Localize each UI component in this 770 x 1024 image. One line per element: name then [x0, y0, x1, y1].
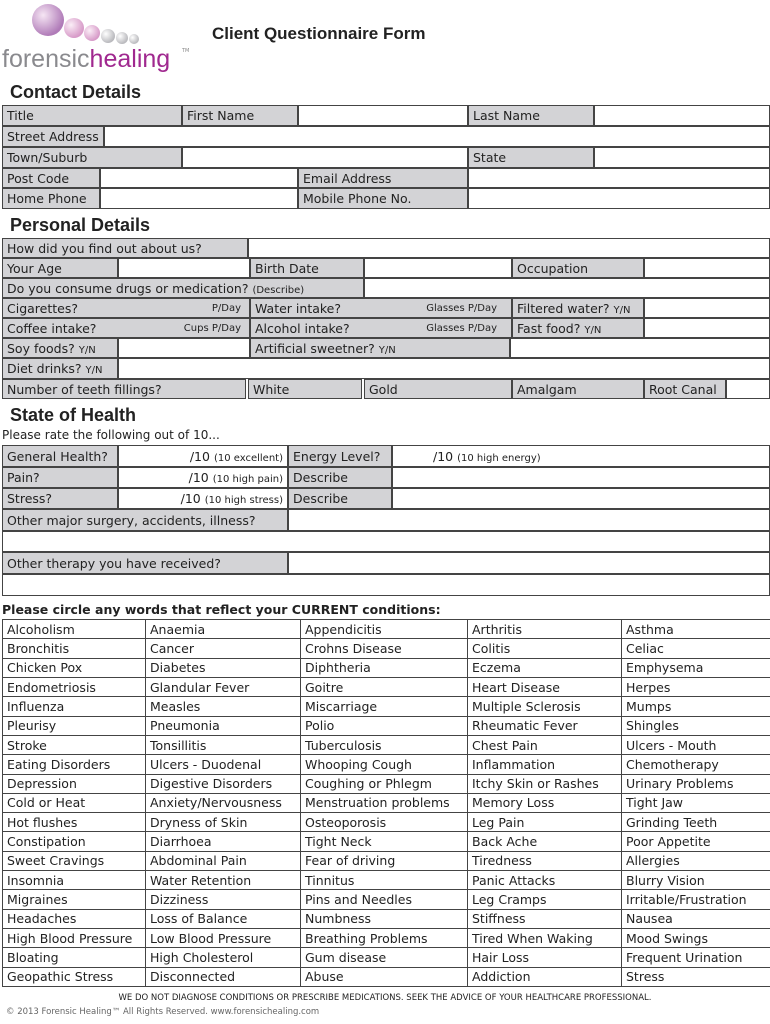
- condition-option[interactable]: Measles: [146, 697, 301, 716]
- conditions-row: [3, 871, 770, 890]
- condition-option[interactable]: Colitis: [468, 639, 622, 658]
- condition-option[interactable]: Irritable/Frustration: [622, 890, 770, 909]
- conditions-row: [3, 735, 770, 754]
- condition-option[interactable]: Headaches: [3, 909, 146, 928]
- condition-option[interactable]: Pneumonia: [146, 716, 301, 735]
- root-canal-label: Root Canal: [644, 379, 726, 399]
- condition-option[interactable]: Loss of Balance: [146, 909, 301, 928]
- conditions-row: [3, 967, 770, 986]
- condition-option[interactable]: Cold or Heat: [3, 793, 146, 812]
- teeth-fillings-label: Number of teeth fillings?: [2, 379, 246, 399]
- condition-option[interactable]: Coughing or Phlegm: [301, 774, 468, 793]
- personal-details-heading: Personal Details: [10, 215, 151, 235]
- conditions-row: [3, 813, 770, 832]
- contact-details-heading: Contact Details: [10, 82, 142, 102]
- root-canal-input[interactable]: [726, 379, 770, 399]
- therapy-label: Other therapy you have received?: [2, 552, 288, 574]
- condition-option[interactable]: Anaemia: [146, 620, 301, 639]
- condition-option[interactable]: Osteoporosis: [301, 813, 468, 832]
- condition-option[interactable]: Stress: [622, 967, 770, 986]
- logo-tm: TM: [182, 48, 190, 54]
- conditions-row: [3, 755, 770, 774]
- street-address-input[interactable]: [104, 126, 770, 147]
- email-address-label: Email Address: [298, 168, 468, 188]
- filtered-water-label: Filtered water? Y/N: [512, 298, 644, 318]
- conditions-heading: Please circle any words that reflect your CURRENT conditions:: [2, 602, 441, 617]
- pain-describe-label: Describe: [288, 467, 392, 488]
- last-name-input[interactable]: [594, 105, 770, 126]
- white-fillings-label: White: [248, 379, 362, 399]
- therapy-input-continued[interactable]: [2, 574, 770, 596]
- condition-option[interactable]: Disconnected: [146, 967, 301, 986]
- condition-option[interactable]: Back Ache: [468, 832, 622, 851]
- condition-option[interactable]: Polio: [301, 716, 468, 735]
- condition-option[interactable]: Anxiety/Nervousness: [146, 793, 301, 812]
- post-code-label: Post Code: [2, 168, 100, 188]
- condition-option[interactable]: High Blood Pressure: [3, 929, 146, 948]
- condition-option[interactable]: Addiction: [468, 967, 622, 986]
- condition-option[interactable]: Fear of driving: [301, 851, 468, 870]
- therapy-input[interactable]: [288, 552, 770, 574]
- general-health-score[interactable]: /10 (10 excellent): [118, 445, 288, 467]
- street-address-label: Street Address: [2, 126, 104, 147]
- stress-describe-label: Describe: [288, 488, 392, 509]
- condition-option[interactable]: Sweet Cravings: [3, 851, 146, 870]
- condition-option[interactable]: Cancer: [146, 639, 301, 658]
- conditions-row: [3, 793, 770, 812]
- drugs-input[interactable]: [364, 278, 770, 298]
- condition-option[interactable]: Celiac: [622, 639, 770, 658]
- diet-drinks-label: Diet drinks? Y/N: [2, 358, 118, 379]
- logo-text-forensic: forensic: [2, 45, 90, 73]
- condition-option[interactable]: Dryness of Skin: [146, 813, 301, 832]
- condition-option[interactable]: Diarrhoea: [146, 832, 301, 851]
- condition-option[interactable]: Dizziness: [146, 890, 301, 909]
- condition-option[interactable]: Nausea: [622, 909, 770, 928]
- cigarettes-label: Cigarettes? P/Day: [2, 298, 250, 318]
- condition-option[interactable]: Heart Disease: [468, 677, 622, 696]
- condition-option[interactable]: Bronchitis: [3, 639, 146, 658]
- conditions-row: [3, 716, 770, 735]
- condition-option[interactable]: Geopathic Stress: [3, 967, 146, 986]
- condition-option[interactable]: Tired When Waking: [468, 929, 622, 948]
- condition-option[interactable]: Appendicitis: [301, 620, 468, 639]
- condition-option[interactable]: Tuberculosis: [301, 735, 468, 754]
- condition-option[interactable]: Stroke: [3, 735, 146, 754]
- condition-option[interactable]: Depression: [3, 774, 146, 793]
- logo-text-healing: healing: [89, 45, 171, 73]
- surgery-input[interactable]: [288, 509, 770, 531]
- forensic-healing-logo: [0, 0, 195, 78]
- condition-option[interactable]: Alcoholism: [3, 620, 146, 639]
- stress-score[interactable]: /10 (10 high stress): [118, 488, 288, 509]
- conditions-row: [3, 890, 770, 909]
- copyright: © 2013 Forensic Healing™ All Rights Reserved. www.forensichealing.com: [6, 1007, 320, 1017]
- energy-level-label: Energy Level?: [288, 445, 392, 467]
- condition-option[interactable]: Digestive Disorders: [146, 774, 301, 793]
- filtered-water-input[interactable]: [644, 298, 770, 318]
- condition-option[interactable]: Low Blood Pressure: [146, 929, 301, 948]
- conditions-row: [3, 658, 770, 677]
- condition-option[interactable]: Influenza: [3, 697, 146, 716]
- condition-option[interactable]: Endometriosis: [3, 677, 146, 696]
- state-label: State: [468, 147, 594, 168]
- condition-option[interactable]: Mumps: [622, 697, 770, 716]
- mobile-phone-input[interactable]: [468, 188, 770, 209]
- drugs-label: Do you consume drugs or medication? (Describe): [2, 278, 364, 298]
- condition-option[interactable]: Allergies: [622, 851, 770, 870]
- condition-option[interactable]: Multiple Sclerosis: [468, 697, 622, 716]
- conditions-row: [3, 639, 770, 658]
- condition-option[interactable]: Water Retention: [146, 871, 301, 890]
- condition-option[interactable]: Eczema: [468, 658, 622, 677]
- mobile-phone-label: Mobile Phone No.: [298, 188, 468, 209]
- state-input[interactable]: [594, 147, 770, 168]
- condition-option[interactable]: Mood Swings: [622, 929, 770, 948]
- condition-option[interactable]: Memory Loss: [468, 793, 622, 812]
- age-input[interactable]: [118, 258, 250, 278]
- birth-date-input[interactable]: [364, 258, 512, 278]
- condition-option[interactable]: Chest Pain: [468, 735, 622, 754]
- state-of-health-heading: State of Health: [10, 405, 137, 425]
- age-label: Your Age: [2, 258, 118, 278]
- artificial-sweetner-label: Artificial sweetner? Y/N: [250, 338, 510, 358]
- condition-option[interactable]: Gum disease: [301, 948, 468, 967]
- condition-option[interactable]: Abuse: [301, 967, 468, 986]
- condition-option[interactable]: Leg Cramps: [468, 890, 622, 909]
- condition-option[interactable]: High Cholesterol: [146, 948, 301, 967]
- gold-fillings-label: Gold: [364, 379, 512, 399]
- first-name-input[interactable]: [298, 105, 468, 126]
- condition-option[interactable]: Arthritis: [468, 620, 622, 639]
- alcohol-intake-label: Alcohol intake? Glasses P/Day: [250, 318, 512, 338]
- condition-option[interactable]: Grinding Teeth: [622, 813, 770, 832]
- town-suburb-label: Town/Suburb: [2, 147, 182, 168]
- condition-option[interactable]: Panic Attacks: [468, 871, 622, 890]
- condition-option[interactable]: Stiffness: [468, 909, 622, 928]
- fast-food-label: Fast food? Y/N: [512, 318, 644, 338]
- form-title: Client Questionnaire Form: [212, 24, 426, 43]
- disclaimer: WE DO NOT DIAGNOSE CONDITIONS OR PRESCRIBE MEDICATIONS. SEEK THE ADVICE OF YOUR HEALTHCARE PROFESSIONAL.: [118, 993, 652, 1003]
- condition-option[interactable]: Menstruation problems: [301, 793, 468, 812]
- condition-option[interactable]: Frequent Urination: [622, 948, 770, 967]
- last-name-label: Last Name: [468, 105, 594, 126]
- condition-option[interactable]: Tonsillitis: [146, 735, 301, 754]
- soy-foods-label: Soy foods? Y/N: [2, 338, 118, 358]
- home-phone-label: Home Phone: [2, 188, 100, 209]
- stress-label: Stress?: [2, 488, 118, 509]
- birth-date-label: Birth Date: [250, 258, 364, 278]
- condition-option[interactable]: Tiredness: [468, 851, 622, 870]
- rate-prompt: Please rate the following out of 10...: [2, 428, 220, 442]
- stress-describe-input[interactable]: [392, 488, 770, 509]
- condition-option[interactable]: Migraines: [3, 890, 146, 909]
- condition-option[interactable]: Pins and Needles: [301, 890, 468, 909]
- condition-option[interactable]: Pleurisy: [3, 716, 146, 735]
- email-address-input[interactable]: [468, 168, 770, 188]
- conditions-row: [3, 697, 770, 716]
- condition-option[interactable]: Leg Pain: [468, 813, 622, 832]
- condition-option[interactable]: Bloating: [3, 948, 146, 967]
- condition-option[interactable]: Poor Appetite: [622, 832, 770, 851]
- condition-option[interactable]: Hair Loss: [468, 948, 622, 967]
- title-label: Title: [2, 105, 182, 126]
- water-intake-label: Water intake? Glasses P/Day: [250, 298, 512, 318]
- condition-option[interactable]: Constipation: [3, 832, 146, 851]
- condition-option[interactable]: Numbness: [301, 909, 468, 928]
- condition-option[interactable]: Tinnitus: [301, 871, 468, 890]
- pain-label: Pain?: [2, 467, 118, 488]
- surgery-input-continued[interactable]: [2, 531, 770, 552]
- condition-option[interactable]: Tight Jaw: [622, 793, 770, 812]
- first-name-label: First Name: [182, 105, 298, 126]
- condition-option[interactable]: Emphysema: [622, 658, 770, 677]
- condition-option[interactable]: Breathing Problems: [301, 929, 468, 948]
- condition-option[interactable]: Ulcers - Mouth: [622, 735, 770, 754]
- conditions-row: [3, 832, 770, 851]
- town-suburb-input[interactable]: [182, 147, 468, 168]
- conditions-row: [3, 929, 770, 948]
- fast-food-input[interactable]: [644, 318, 770, 338]
- condition-option[interactable]: Eating Disorders: [3, 755, 146, 774]
- conditions-table: [2, 619, 770, 987]
- find-us-label: How did you find out about us?: [2, 238, 248, 258]
- occupation-input[interactable]: [644, 258, 770, 278]
- amalgam-fillings-label: Amalgam: [512, 379, 644, 399]
- conditions-row: [3, 677, 770, 696]
- condition-option[interactable]: Abdominal Pain: [146, 851, 301, 870]
- conditions-row: [3, 909, 770, 928]
- condition-option[interactable]: Ulcers - Duodenal: [146, 755, 301, 774]
- condition-option[interactable]: Shingles: [622, 716, 770, 735]
- condition-option[interactable]: Diabetes: [146, 658, 301, 677]
- condition-option[interactable]: Rheumatic Fever: [468, 716, 622, 735]
- occupation-label: Occupation: [512, 258, 644, 278]
- svg-text:forensichealing: [2, 45, 170, 73]
- surgery-label: Other major surgery, accidents, illness?: [2, 509, 288, 531]
- conditions-row: [3, 948, 770, 967]
- find-us-input[interactable]: [248, 238, 770, 258]
- diet-drinks-input[interactable]: [118, 358, 770, 379]
- condition-option[interactable]: Urinary Problems: [622, 774, 770, 793]
- condition-option[interactable]: Chicken Pox: [3, 658, 146, 677]
- condition-option[interactable]: Whooping Cough: [301, 755, 468, 774]
- condition-option[interactable]: Asthma: [622, 620, 770, 639]
- conditions-row: [3, 620, 770, 639]
- condition-option[interactable]: Blurry Vision: [622, 871, 770, 890]
- condition-option[interactable]: Glandular Fever: [146, 677, 301, 696]
- coffee-intake-label: Coffee intake? Cups P/Day: [2, 318, 250, 338]
- condition-option[interactable]: Miscarriage: [301, 697, 468, 716]
- post-code-input[interactable]: [100, 168, 298, 188]
- condition-option[interactable]: Herpes: [622, 677, 770, 696]
- condition-option[interactable]: Crohns Disease: [301, 639, 468, 658]
- condition-option[interactable]: Diphtheria: [301, 658, 468, 677]
- pain-score[interactable]: /10 (10 high pain): [118, 467, 288, 488]
- condition-option[interactable]: Insomnia: [3, 871, 146, 890]
- condition-option[interactable]: Goitre: [301, 677, 468, 696]
- condition-option[interactable]: Hot flushes: [3, 813, 146, 832]
- soy-foods-input[interactable]: [118, 338, 250, 358]
- conditions-row: [3, 851, 770, 870]
- condition-option[interactable]: Inflammation: [468, 755, 622, 774]
- energy-level-score[interactable]: /10 (10 high energy): [392, 445, 770, 467]
- artificial-sweetner-input[interactable]: [510, 338, 770, 358]
- general-health-label: General Health?: [2, 445, 118, 467]
- condition-option[interactable]: Chemotherapy: [622, 755, 770, 774]
- condition-option[interactable]: Itchy Skin or Rashes: [468, 774, 622, 793]
- home-phone-input[interactable]: [100, 188, 298, 209]
- condition-option[interactable]: Tight Neck: [301, 832, 468, 851]
- conditions-row: [3, 774, 770, 793]
- pain-describe-input[interactable]: [392, 467, 770, 488]
